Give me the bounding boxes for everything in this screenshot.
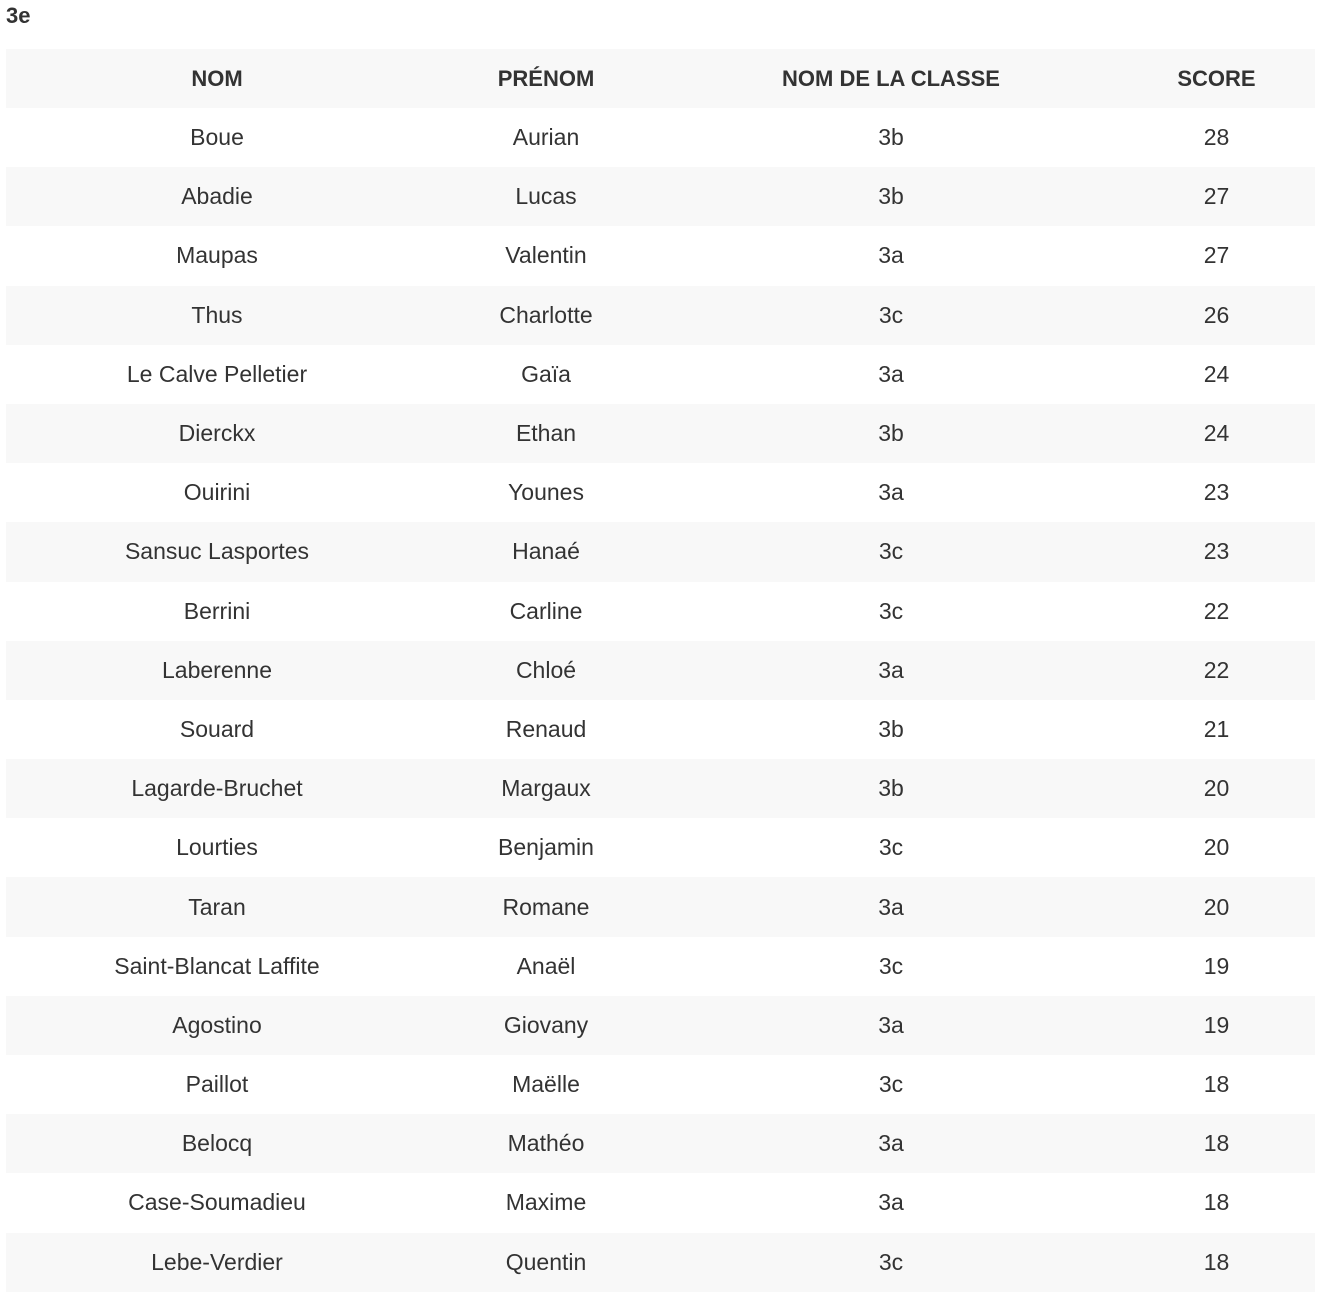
table-header	[6, 49, 1315, 108]
cell-classe: 3c	[878, 1071, 904, 1098]
table-body	[6, 108, 1315, 1292]
table-row	[6, 404, 1315, 463]
cell-classe: 3c	[878, 597, 904, 624]
cell-classe: 3a	[878, 1130, 904, 1157]
cell-nom: Le Calve Pelletier	[126, 360, 308, 387]
table-row	[6, 641, 1315, 700]
cell-prenom: Lucas	[515, 183, 577, 210]
table-row	[6, 522, 1315, 581]
cell-classe: 3a	[878, 479, 904, 506]
table-row	[6, 286, 1315, 345]
cell-classe: 3c	[878, 1248, 904, 1275]
cell-nom: Lebe-Verdier	[151, 1248, 283, 1275]
table-row	[6, 108, 1315, 167]
cell-prenom: Aurian	[512, 124, 580, 151]
table-row	[6, 759, 1315, 818]
cell-nom: Saint-Blancat Laffite	[114, 952, 320, 979]
cell-score: 24	[1203, 360, 1230, 387]
cell-nom: Paillot	[185, 1071, 249, 1098]
cell-score: 18	[1203, 1130, 1230, 1157]
cell-prenom: Hanaé	[512, 538, 580, 565]
table-row	[6, 1114, 1315, 1173]
table-row	[6, 877, 1315, 936]
cell-nom: Lagarde-Bruchet	[131, 775, 303, 802]
header-prenom: PRÉNOM	[497, 65, 595, 91]
cell-prenom: Giovany	[503, 1011, 589, 1038]
cell-classe: 3a	[878, 1189, 904, 1216]
cell-score: 21	[1203, 715, 1230, 742]
cell-prenom: Ethan	[515, 420, 577, 447]
cell-score: 23	[1203, 479, 1230, 506]
cell-prenom: Maëlle	[512, 1071, 580, 1098]
cell-classe: 3a	[878, 242, 904, 269]
table-row	[6, 996, 1315, 1055]
cell-nom: Boue	[190, 124, 244, 151]
cell-nom: Lourties	[176, 834, 258, 861]
cell-prenom: Carline	[509, 597, 583, 624]
cell-nom: Maupas	[176, 242, 258, 269]
cell-score: 18	[1203, 1248, 1230, 1275]
cell-classe: 3c	[878, 952, 904, 979]
cell-classe: 3a	[878, 656, 904, 683]
table-row	[6, 700, 1315, 759]
cell-nom: Agostino	[172, 1011, 262, 1038]
cell-score: 22	[1203, 656, 1230, 683]
table-row	[6, 167, 1315, 226]
cell-prenom: Renaud	[505, 715, 587, 742]
header-score: SCORE	[1177, 65, 1256, 91]
cell-nom: Taran	[188, 893, 246, 920]
table-row	[6, 1233, 1315, 1292]
cell-prenom: Quentin	[505, 1248, 587, 1275]
cell-classe: 3b	[878, 124, 904, 151]
header-nom: NOM	[191, 65, 243, 91]
cell-prenom: Charlotte	[499, 301, 593, 328]
table-row	[6, 818, 1315, 877]
cell-classe: 3c	[878, 301, 904, 328]
cell-classe: 3b	[878, 420, 904, 447]
cell-score: 18	[1203, 1189, 1230, 1216]
table-row	[6, 226, 1315, 285]
header-classe: NOM DE LA CLASSE	[782, 65, 1000, 91]
cell-score: 27	[1203, 242, 1230, 269]
cell-classe: 3c	[878, 834, 904, 861]
cell-classe: 3b	[878, 183, 904, 210]
cell-score: 20	[1203, 834, 1230, 861]
cell-nom: Laberenne	[162, 656, 272, 683]
cell-score: 20	[1203, 775, 1230, 802]
cell-classe: 3a	[878, 893, 904, 920]
section-title: 3e	[6, 3, 31, 28]
cell-prenom: Gaïa	[521, 360, 571, 387]
cell-score: 19	[1203, 952, 1230, 979]
cell-nom: Souard	[179, 715, 255, 742]
cell-score: 19	[1203, 1011, 1230, 1038]
cell-score: 22	[1203, 597, 1230, 624]
cell-nom: Dierckx	[178, 420, 256, 447]
cell-classe: 3c	[878, 538, 904, 565]
cell-nom: Case-Soumadieu	[128, 1189, 306, 1216]
cell-classe: 3b	[878, 715, 904, 742]
table-row	[6, 345, 1315, 404]
cell-score: 24	[1203, 420, 1230, 447]
cell-classe: 3b	[878, 775, 904, 802]
cell-prenom: Romane	[502, 893, 590, 920]
cell-nom: Sansuc Lasportes	[124, 538, 310, 565]
table-row	[6, 463, 1315, 522]
cell-nom: Abadie	[181, 183, 253, 210]
cell-prenom: Benjamin	[498, 834, 594, 861]
cell-prenom: Mathéo	[507, 1130, 585, 1157]
cell-nom: Thus	[191, 301, 243, 328]
cell-score: 27	[1203, 183, 1230, 210]
cell-prenom: Maxime	[505, 1189, 587, 1216]
table-row	[6, 582, 1315, 641]
cell-nom: Belocq	[181, 1130, 253, 1157]
cell-classe: 3a	[878, 360, 904, 387]
cell-prenom: Anaël	[516, 952, 576, 979]
cell-nom: Ouirini	[183, 479, 251, 506]
cell-prenom: Valentin	[505, 242, 587, 269]
table-row	[6, 937, 1315, 996]
cell-score: 20	[1203, 893, 1230, 920]
cell-prenom: Chloé	[515, 656, 577, 683]
cell-score: 28	[1203, 124, 1230, 151]
cell-classe: 3a	[878, 1011, 904, 1038]
table-row	[6, 1055, 1315, 1114]
cell-prenom: Younes	[508, 479, 584, 506]
table-row	[6, 1173, 1315, 1232]
cell-score: 23	[1203, 538, 1230, 565]
cell-nom: Berrini	[183, 597, 251, 624]
cell-score: 26	[1203, 301, 1230, 328]
header-row	[6, 49, 1315, 108]
cell-score: 18	[1203, 1071, 1230, 1098]
cell-prenom: Margaux	[501, 775, 591, 802]
ranking-table	[6, 49, 1315, 1292]
